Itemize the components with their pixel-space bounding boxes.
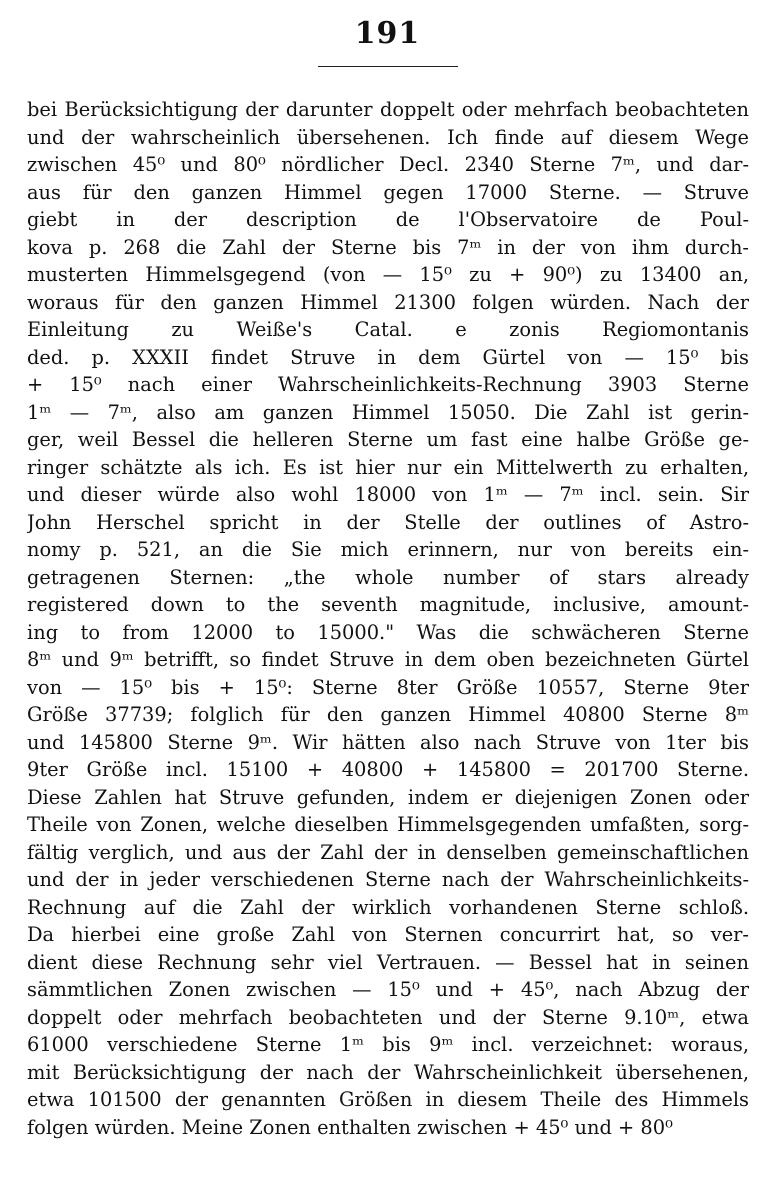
text-line: zwischen 45⁰ und 80⁰ nördlicher Decl. 2340 Sterne 7ᵐ, und dar- <box>27 153 749 176</box>
text-line: John Herschel spricht in der Stelle der outlines of Astro- <box>27 510 749 534</box>
header-rule <box>318 66 458 67</box>
text-line: + 15⁰ nach einer Wahrscheinlichkeits-Rechnung 3903 Sterne <box>27 373 749 396</box>
text-line: 9ter Größe incl. 15100 + 40800 + 145800 = 201700 Sterne. <box>27 758 749 781</box>
text-line: aus für den ganzen Himmel gegen 17000 Sterne. — Struve <box>27 180 749 204</box>
text-line: dient diese Rechnung sehr viel Vertrauen. — Bessel hat in seinen <box>27 950 749 974</box>
text-line: 1ᵐ — 7ᵐ, also am ganzen Himmel 15050. Die Zahl ist gerin- <box>27 400 749 424</box>
text-line: und dieser würde also wohl 18000 von 1ᵐ — 7ᵐ incl. sein. Sir <box>27 483 749 506</box>
text-line: Einleitung zu Weiße's Catal. e zonis Regiomontanis <box>27 318 749 341</box>
text-line: registered down to the seventh magnitude, inclusive, amount- <box>27 593 749 616</box>
text-line: woraus für den ganzen Himmel 21300 folgen würden. Nach der <box>27 290 749 314</box>
text-line: ger, weil Bessel die helleren Sterne um fast eine halbe Größe ge- <box>27 428 749 451</box>
text-line: und 145800 Sterne 9ᵐ. Wir hätten also nach Struve von 1ter bis <box>27 730 749 754</box>
text-line: ded. p. XXXII findet Struve in dem Gürtel von — 15⁰ bis <box>27 345 749 369</box>
text-line: Da hierbei eine große Zahl von Sternen concurrirt hat, so ver- <box>27 923 749 946</box>
text-line: ringer schätzte als ich. Es ist hier nur ein Mittelwerth zu erhalten, <box>27 455 749 479</box>
text-line: Theile von Zonen, welche dieselben Himmelsgegenden umfaßten, sorg- <box>27 813 749 836</box>
text-line: Diese Zahlen hat Struve gefunden, indem er diejenigen Zonen oder <box>27 785 749 809</box>
text-line: mit Berücksichtigung der nach der Wahrscheinlichkeit übersehenen, <box>27 1060 749 1084</box>
text-line: musterten Himmelsgegend (von — 15⁰ zu + 90⁰) zu 13400 an, <box>27 263 749 286</box>
text-line: Größe 37739; folglich für den ganzen Himmel 40800 Sterne 8ᵐ <box>27 703 749 726</box>
text-line: folgen würden. Meine Zonen enthalten zwischen + 45⁰ und + 80⁰ <box>27 1115 673 1139</box>
text-line: etwa 101500 der genannten Größen in diesem Theile des Himmels <box>27 1088 749 1111</box>
text-line: bei Berücksichtigung der darunter doppelt oder mehrfach beobachteten <box>27 98 749 121</box>
text-line: fältig verglich, und aus der Zahl der in denselben gemeinschaftlichen <box>27 840 749 864</box>
text-line: giebt in der description de l'Observatoire de Poul- <box>27 208 749 231</box>
text-line: Rechnung auf die Zahl der wirklich vorhandenen Sterne schloß. <box>27 895 749 919</box>
page-number: 191 <box>354 16 421 51</box>
text-line: ing to from 12000 to 15000." Was die schwächeren Sterne <box>27 620 749 644</box>
body-text <box>27 96 749 1141</box>
text-line: 61000 verschiedene Sterne 1ᵐ bis 9ᵐ incl. verzeichnet: woraus, <box>27 1033 749 1056</box>
text-line: getragenen Sternen: „the whole number of stars already <box>27 565 749 589</box>
text-line: von — 15⁰ bis + 15⁰: Sterne 8ter Größe 10557, Sterne 9ter <box>27 675 749 699</box>
text-line: sämmtlichen Zonen zwischen — 15⁰ und + 45⁰, nach Abzug der <box>27 978 749 1001</box>
text-line: 8ᵐ und 9ᵐ betrifft, so findet Struve in dem oben bezeichneten Gürtel <box>27 648 749 671</box>
text-line: kova p. 268 die Zahl der Sterne bis 7ᵐ in der von ihm durch- <box>27 235 749 259</box>
text-line: doppelt oder mehrfach beobachteten und der Sterne 9.10ᵐ, etwa <box>27 1005 749 1029</box>
text-line: und der in jeder verschiedenen Sterne nach der Wahrscheinlichkeits- <box>27 868 749 891</box>
text-line: und der wahrscheinlich übersehenen. Ich finde auf diesem Wege <box>27 125 749 149</box>
text-line: nomy p. 521, an die Sie mich erinnern, nur von bereits ein- <box>27 538 749 561</box>
